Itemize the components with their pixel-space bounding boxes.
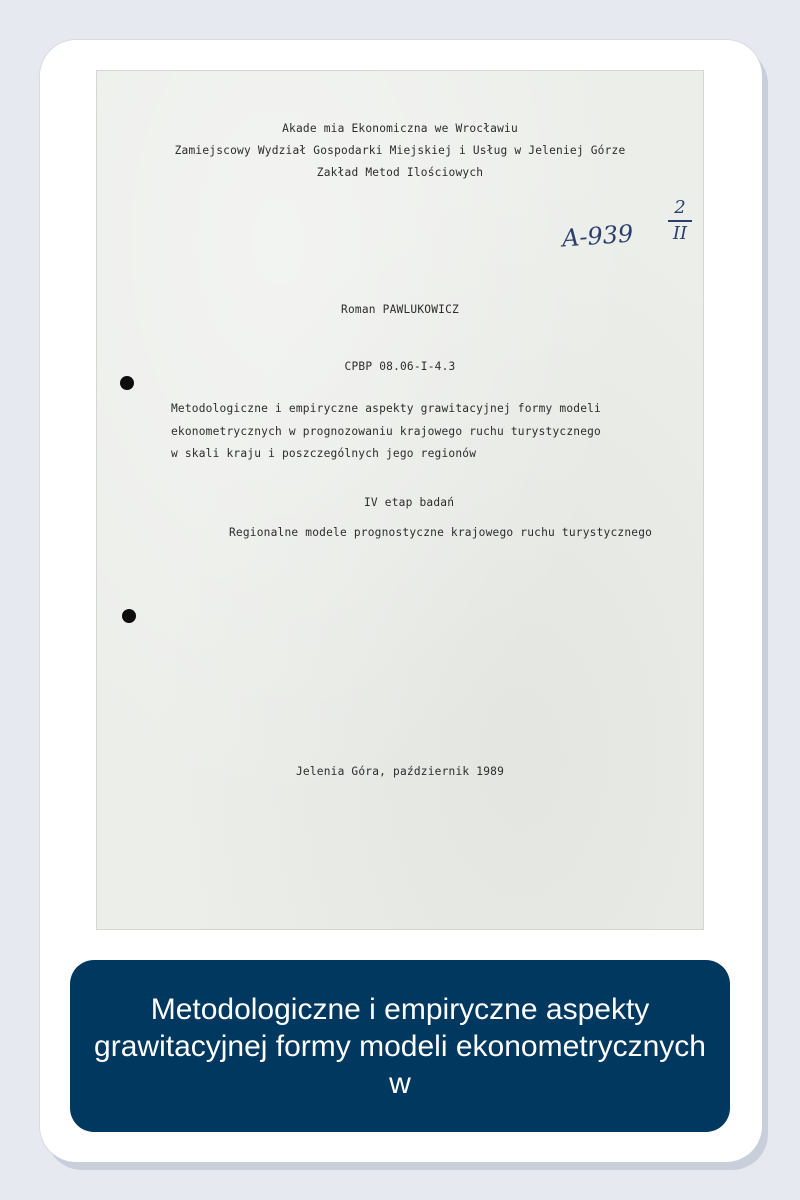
place-date: Jelenia Góra, październik 1989 — [295, 765, 505, 778]
punch-hole-top — [120, 376, 134, 390]
stage-line: IV etap badań — [364, 496, 455, 509]
title-line-2: ekonometrycznych w prognozowaniu krajowego ruchu turystycznego — [171, 425, 601, 438]
title-line-1: Metodologiczne i empiryczne aspekty grawitacyjnej formy modeli — [171, 402, 601, 415]
fraction-bar — [668, 220, 692, 222]
fraction-bottom: II — [672, 222, 688, 244]
caption-text: Metodologiczne i empiryczne aspekty grawitacyjnej formy modeli ekonometrycznych w — [94, 992, 706, 1100]
institution-line: Akade mia Ekonomiczna we Wrocławiu — [282, 122, 518, 135]
punch-hole-bottom — [122, 609, 136, 623]
caption-banner — [70, 960, 730, 1132]
handwritten-fraction — [668, 198, 692, 244]
department-line: Zakład Metod Ilościowych — [316, 166, 484, 179]
faculty-line: Zamiejscowy Wydział Gospodarki Miejskiej i Usług w Jeleniej Górze — [174, 144, 626, 157]
author-line: Roman PAWLUKOWICZ — [341, 303, 459, 316]
subtitle-line: Regionalne modele prognostyczne krajowego ruchu turystycznego — [229, 526, 653, 539]
handwritten-code: A-939 — [561, 219, 635, 253]
document-scan — [96, 70, 704, 930]
fraction-top: 2 — [674, 197, 686, 218]
title-line-3: w skali kraju i poszczególnych jego regionów — [171, 447, 477, 460]
project-code: CPBP 08.06-I-4.3 — [344, 360, 456, 373]
